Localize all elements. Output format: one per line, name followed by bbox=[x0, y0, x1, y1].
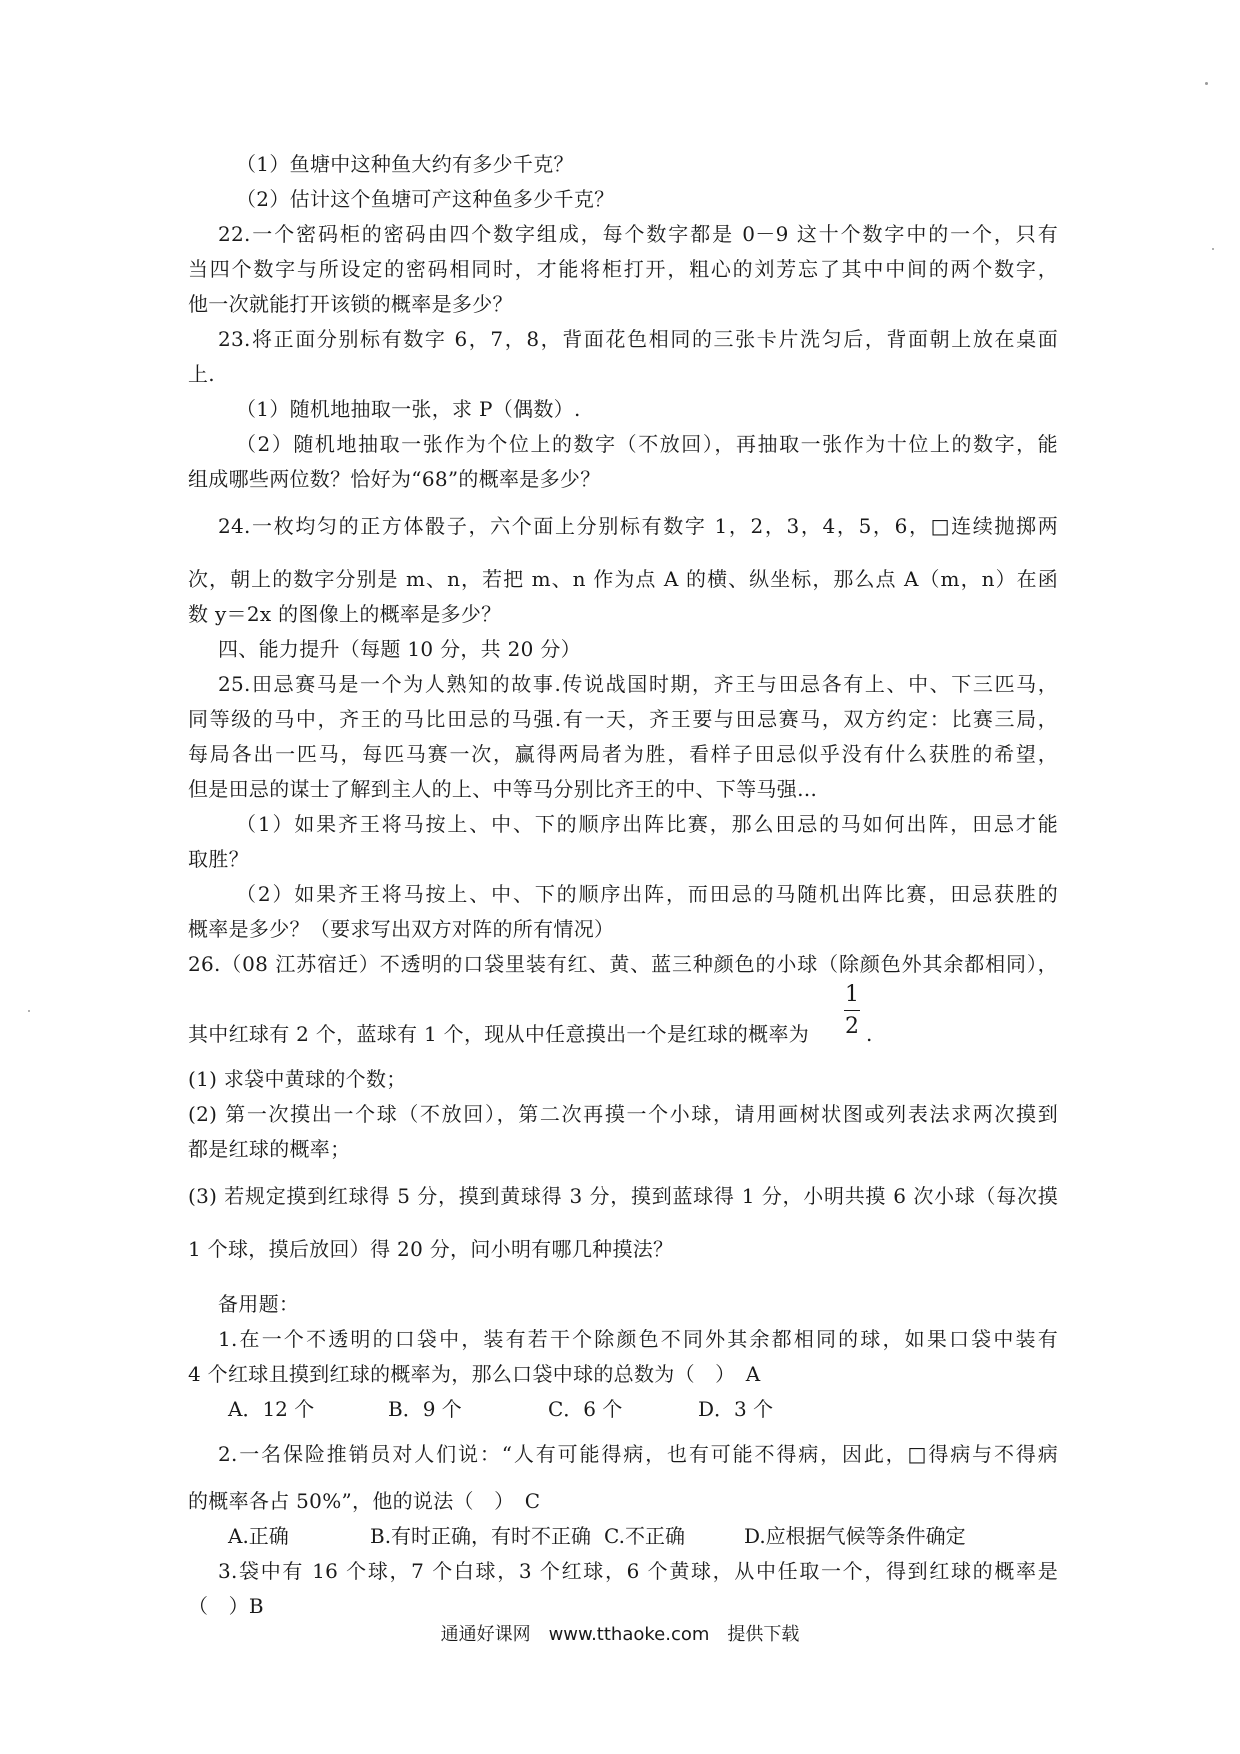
fraction-period: . bbox=[866, 1022, 873, 1046]
text-line: 概率是多少？（要求写出双方对阵的所有情况） bbox=[188, 917, 615, 941]
choice-b: B.有时正确，有时不正确 bbox=[370, 1524, 592, 1548]
fraction-bar bbox=[844, 1010, 860, 1011]
text-line: 22.一个密码柜的密码由四个数字组成，每个数字都是 0－9 这十个数字中的一个，只有 bbox=[218, 222, 1058, 246]
text-line: 25.田忌赛马是一个为人熟知的故事.传说战国时期，齐王与田忌各有上、中、下三匹马， bbox=[218, 672, 1058, 696]
choice-c: C.不正确 bbox=[604, 1524, 685, 1548]
text-line: （2）估计这个鱼塘可产这种鱼多少千克？ bbox=[236, 187, 615, 211]
text-line: 数 y＝2x 的图像上的概率是多少？ bbox=[188, 602, 502, 626]
text-line: 的概率各占 50%”，他的说法（ ） C bbox=[188, 1489, 541, 1513]
text-line: 4 个红球且摸到红球的概率为，那么口袋中球的总数为（ ） A bbox=[188, 1362, 761, 1386]
text-line: 26.（08 江苏宿迁）不透明的口袋里装有红、黄、蓝三种颜色的小球（除颜色外其余都相同）， bbox=[188, 952, 1058, 976]
text-line: 每局各出一匹马，每匹马赛一次，赢得两局者为胜，看样子田忌似乎没有什么获胜的希望， bbox=[188, 742, 1058, 766]
text-line: 上. bbox=[188, 362, 215, 386]
text-line: 3.袋中有 16 个球，7 个白球，3 个红球，6 个黄球，从中任取一个，得到红球的概率是 bbox=[218, 1559, 1058, 1583]
page-footer: 通通好课网 www.tthaoke.com 提供下载 bbox=[440, 1624, 800, 1645]
choice-d: D.应根据气候等条件确定 bbox=[744, 1524, 966, 1548]
text-line: 其中红球有 2 个，蓝球有 1 个，现从中任意摸出一个是红球的概率为 bbox=[188, 1022, 810, 1046]
text-line: （2）如果齐王将马按上、中、下的顺序出阵，而田忌的马随机出阵比赛，田忌获胜的 bbox=[236, 882, 1058, 906]
text-line: 但是田忌的谋士了解到主人的上、中等马分别比齐王的中、下等马强… bbox=[188, 777, 818, 801]
choice-a: A．12 个 bbox=[228, 1397, 315, 1421]
text-line: （2）随机地抽取一张作为个位上的数字（不放回），再抽取一张作为十位上的数字，能 bbox=[236, 432, 1058, 456]
text-line: 同等级的马中，齐王的马比田忌的马强.有一天，齐王要与田忌赛马，双方约定：比赛三局， bbox=[188, 707, 1058, 731]
text-line: (1) 求袋中黄球的个数； bbox=[188, 1067, 407, 1091]
text-line: （1）如果齐王将马按上、中、下的顺序出阵比赛，那么田忌的马如何出阵，田忌才能 bbox=[236, 812, 1058, 836]
scan-speck bbox=[1205, 82, 1208, 85]
text-line: 24.一枚均匀的正方体骰子，六个面上分别标有数字 1，2，3，4，5，6，□连续抛掷两 bbox=[218, 514, 1058, 538]
text-line: (3) 若规定摸到红球得 5 分，摸到黄球得 3 分，摸到蓝球得 1 分，小明共摸 6 次小球（每次摸 bbox=[188, 1184, 1058, 1208]
fraction-denominator: 2 bbox=[845, 1014, 859, 1039]
text-line: 23.将正面分别标有数字 6，7，8，背面花色相同的三张卡片洗匀后，背面朝上放在桌面 bbox=[218, 327, 1058, 351]
text-line: 组成哪些两位数？恰好为“68”的概率是多少？ bbox=[188, 467, 601, 491]
text-line: 2.一名保险推销员对人们说：“人有可能得病，也有可能不得病，因此，□得病与不得病 bbox=[218, 1442, 1058, 1466]
text-line: （ ）B bbox=[188, 1594, 264, 1618]
fraction-numerator: 1 bbox=[845, 982, 859, 1007]
text-line: 都是红球的概率； bbox=[188, 1137, 351, 1161]
section-heading: 备用题： bbox=[218, 1292, 300, 1316]
choice-c: C．6 个 bbox=[548, 1397, 623, 1421]
scan-speck bbox=[28, 1010, 30, 1012]
choice-b: B．9 个 bbox=[388, 1397, 462, 1421]
text-line: 1.在一个不透明的口袋中，装有若干个除颜色不同外其余都相同的球，如果口袋中装有 bbox=[218, 1327, 1058, 1351]
choice-a: A.正确 bbox=[228, 1524, 289, 1548]
text-line: （1）随机地抽取一张，求 P（偶数）. bbox=[236, 397, 581, 421]
text-line: 他一次就能打开该锁的概率是多少？ bbox=[188, 292, 513, 316]
text-line: （1）鱼塘中这种鱼大约有多少千克？ bbox=[236, 152, 574, 176]
text-line: 当四个数字与所设定的密码相同时，才能将柜打开，粗心的刘芳忘了其中中间的两个数字， bbox=[188, 257, 1058, 281]
text-line: 取胜？ bbox=[188, 847, 249, 871]
text-line: 1 个球，摸后放回）得 20 分，问小明有哪几种摸法？ bbox=[188, 1237, 674, 1261]
choice-d: D．3 个 bbox=[698, 1397, 774, 1421]
text-line: 次，朝上的数字分别是 m、n，若把 m、n 作为点 A 的横、纵坐标，那么点 A（m，n）在函 bbox=[188, 567, 1058, 591]
text-line: (2) 第一次摸出一个球（不放回），第二次再摸一个小球，请用画树状图或列表法求两次摸到 bbox=[188, 1102, 1058, 1126]
scan-speck bbox=[1212, 248, 1214, 250]
section-heading: 四、能力提升（每题 10 分，共 20 分） bbox=[218, 637, 581, 661]
